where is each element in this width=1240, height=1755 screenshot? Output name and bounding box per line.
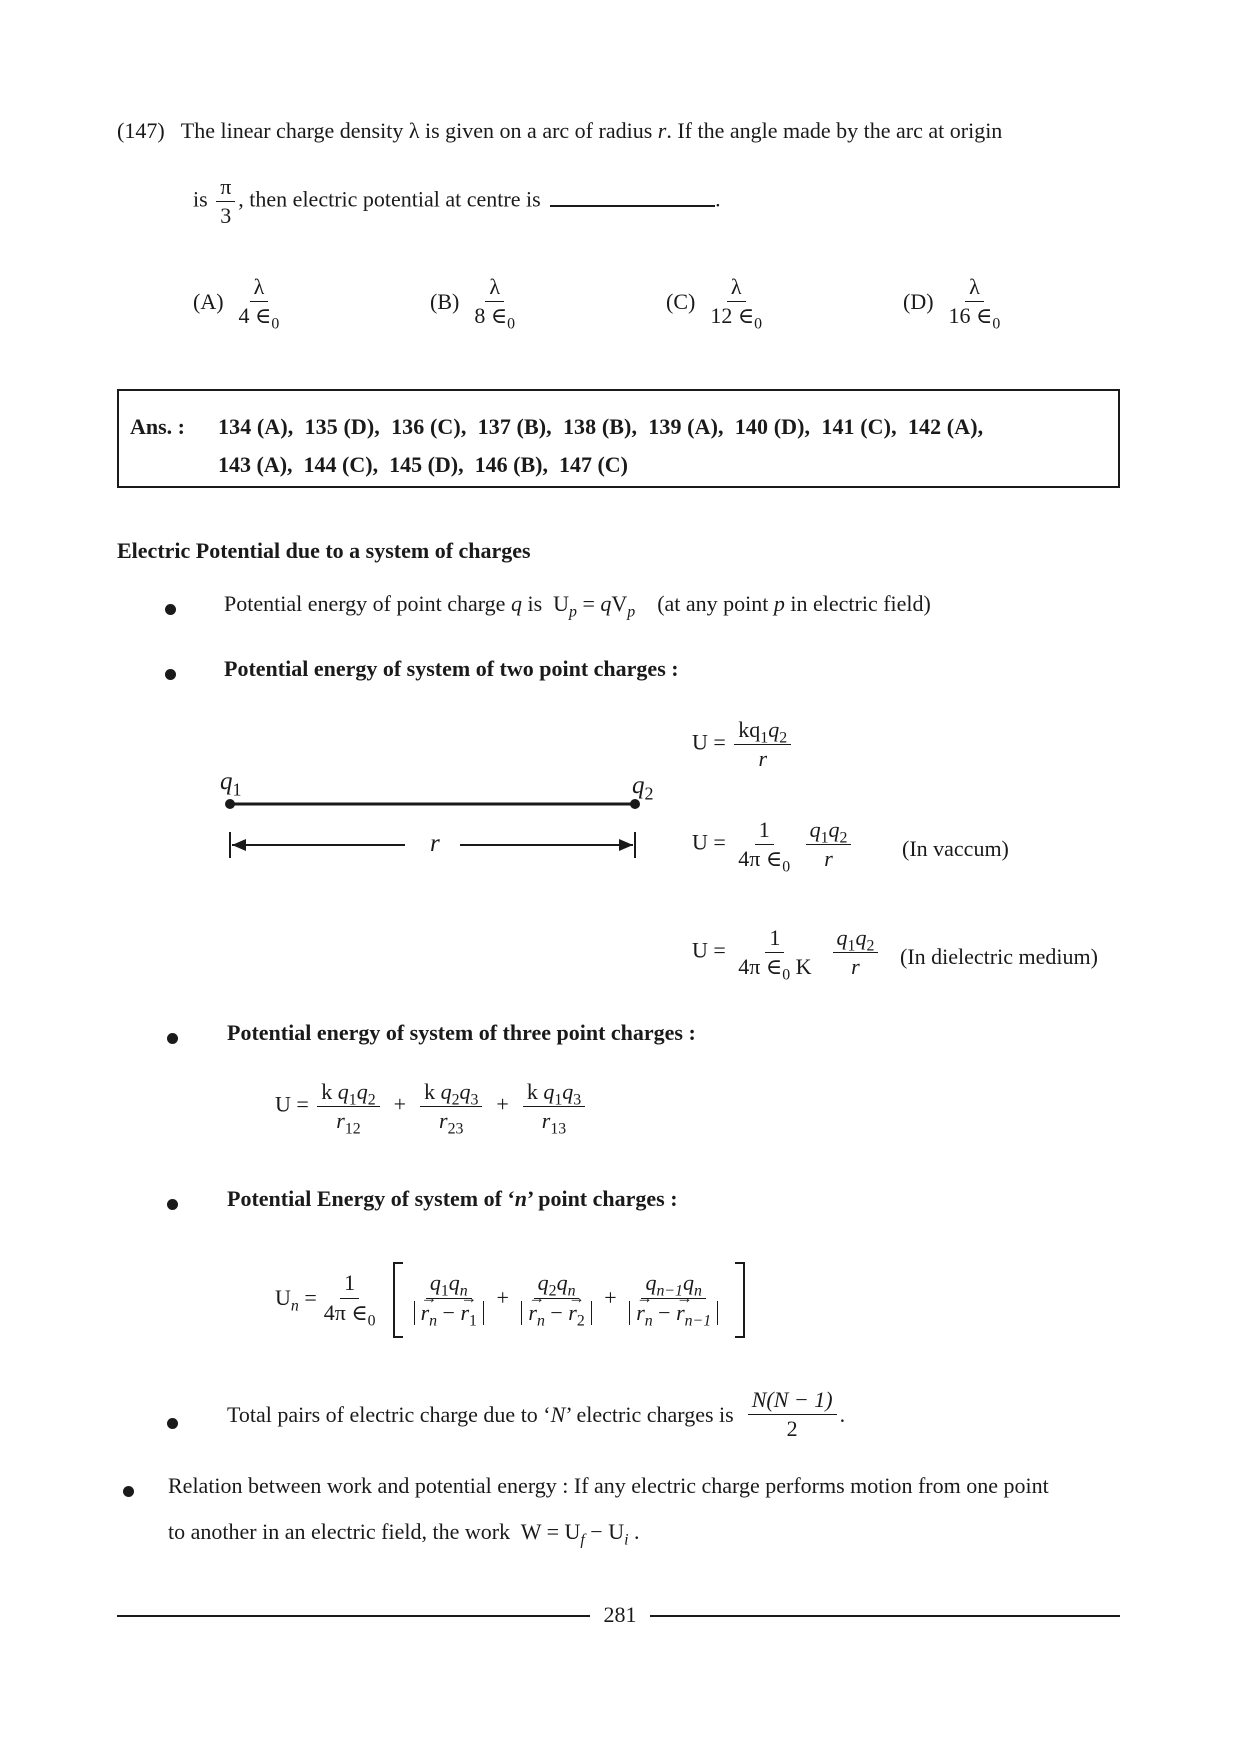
- subscript: 3: [470, 1091, 479, 1109]
- equation-u-vacuum: [692, 817, 854, 876]
- plus-sign: +: [496, 1091, 509, 1117]
- denominator-text: 8 ∈: [474, 303, 508, 329]
- page-number: 281: [603, 1602, 637, 1627]
- subscript: n: [536, 1312, 545, 1330]
- heading-text: Potential Energy of system of ‘: [227, 1186, 515, 1211]
- equation-lhs: U =: [692, 829, 726, 855]
- q-symbol: q: [356, 1079, 368, 1104]
- subscript: 1: [348, 1091, 357, 1109]
- bullet-icon: [165, 604, 176, 615]
- q-symbol: q: [645, 1270, 657, 1296]
- constant-fraction: [320, 1270, 380, 1330]
- subscript: 0: [782, 858, 791, 876]
- subscript: 0: [367, 1312, 376, 1330]
- fraction-numerator: [734, 718, 791, 745]
- var-q: q: [510, 591, 522, 616]
- r-symbol: r: [439, 1108, 448, 1134]
- plus-sign: +: [393, 1091, 407, 1117]
- formula-up: [553, 591, 636, 621]
- fraction-denominator: [435, 1107, 467, 1138]
- charge-q1-dot: [225, 799, 235, 809]
- term-fraction: [625, 1270, 722, 1330]
- den-text: 4π ∈: [738, 954, 783, 980]
- magnitude-bars: [414, 1299, 484, 1330]
- charge-q2-dot: [630, 799, 640, 809]
- fraction-denominator: [945, 302, 1005, 333]
- q-symbol: q: [440, 1079, 452, 1104]
- option-label: (C): [666, 288, 696, 314]
- subscript: 0: [271, 315, 280, 333]
- fraction-numerator: [420, 1080, 482, 1107]
- fraction-denominator: [332, 1107, 364, 1138]
- term-fraction: [317, 1079, 379, 1138]
- subscript: p: [569, 603, 577, 621]
- answer-key-line2: 143 (A), 144 (C), 145 (D), 146 (B), 147 (C): [218, 452, 628, 477]
- subscript: 12: [344, 1120, 361, 1138]
- fraction-numerator: [833, 926, 879, 953]
- answer-key-line1: 134 (A), 135 (D), 136 (C), 137 (B), 138 (B), 139 (A), 140 (D), 141 (C), 142 (A),: [218, 414, 984, 439]
- subscript: n: [429, 1312, 438, 1330]
- fraction-denominator: [235, 302, 284, 333]
- option-label: (A): [193, 288, 224, 314]
- subscript: 13: [550, 1120, 567, 1138]
- fraction-numerator: λ: [727, 275, 746, 302]
- subscript: n−1: [656, 1282, 683, 1300]
- plus-sign: +: [604, 1285, 617, 1310]
- bullet-n-charges-heading: [227, 1186, 678, 1212]
- bullet-icon: [167, 1033, 178, 1044]
- question-147-line1: [117, 118, 1002, 144]
- constant-fraction: [734, 925, 815, 984]
- q-symbol: q: [459, 1079, 471, 1104]
- equation-lhs: U =: [692, 729, 726, 755]
- q-symbol: q: [556, 1270, 568, 1296]
- equation-u-kq1q2-r: [692, 718, 794, 771]
- magnitude-bars: [521, 1299, 591, 1330]
- label-r: r: [430, 830, 440, 857]
- fraction-numerator: λ: [485, 275, 504, 302]
- minus-sign: −: [652, 1299, 677, 1325]
- pairs-fraction: [748, 1388, 837, 1441]
- formula-minus-u: − U: [584, 1519, 625, 1544]
- formula-v: V: [611, 591, 628, 616]
- bullet-icon: [167, 1418, 178, 1429]
- denominator-text: 12 ∈: [710, 303, 755, 329]
- r-symbol: r: [541, 1108, 551, 1134]
- option-fraction: [470, 274, 519, 333]
- period: .: [839, 1401, 846, 1427]
- bullet-icon: [167, 1199, 178, 1210]
- fraction-denominator: r: [758, 746, 767, 772]
- num-text: q: [836, 925, 848, 950]
- subscript: 0: [507, 315, 516, 333]
- label-q1: [220, 768, 242, 800]
- k-const: k: [526, 1079, 544, 1104]
- denominator-text: 16 ∈: [948, 303, 993, 329]
- vector-r: → r: [636, 1301, 645, 1325]
- q-symbol: q: [543, 1079, 555, 1104]
- label-q2: [632, 772, 654, 804]
- fraction-denominator: r: [851, 954, 860, 980]
- bullet-point-charge-energy: [224, 591, 931, 621]
- note-var-p: p: [773, 591, 785, 616]
- q-symbol: q: [632, 772, 645, 799]
- term-fraction: [420, 1079, 482, 1138]
- fraction-numerator: π: [216, 175, 235, 202]
- k-const: k: [321, 1079, 338, 1104]
- vector-r: → r: [460, 1301, 469, 1325]
- num-text: q: [828, 817, 840, 842]
- k-const: k: [424, 1079, 441, 1104]
- equation-u-dielectric: [692, 925, 881, 984]
- formula-u: U: [553, 591, 570, 616]
- question-number: (147): [117, 118, 165, 143]
- answer-key-label: Ans. :: [130, 414, 186, 439]
- q-symbol: q: [448, 1270, 460, 1296]
- bullet-icon: [165, 669, 176, 680]
- note-text: (at any point: [657, 591, 769, 616]
- bullet-three-charges-heading: Potential energy of system of three point charges :: [227, 1020, 696, 1045]
- subscript: 0: [782, 966, 791, 984]
- subscript: n: [290, 1297, 299, 1315]
- var-n: N: [550, 1401, 566, 1427]
- subscript: 3: [573, 1091, 582, 1109]
- subscript: 2: [866, 937, 875, 955]
- formula-w: W = U: [520, 1519, 581, 1544]
- fraction-denominator: [734, 953, 815, 984]
- fraction-denominator: [734, 845, 794, 876]
- minus-sign: −: [437, 1299, 461, 1325]
- subscript: 2: [839, 829, 848, 847]
- option-label: (D): [903, 288, 934, 314]
- note-text: in electric field): [790, 591, 931, 616]
- equation-three-charges: [275, 1079, 588, 1138]
- bullet-text: Potential energy of point charge: [224, 591, 506, 616]
- fraction-numerator: [806, 818, 852, 845]
- note-in-vacuum: (In vaccum): [902, 836, 1009, 861]
- subscript: n: [693, 1282, 702, 1300]
- equation-lhs: U =: [275, 1091, 309, 1117]
- fraction-denominator: [320, 1299, 380, 1330]
- right-bracket: [731, 1262, 745, 1334]
- arrowhead-left-icon: [232, 839, 246, 851]
- subscript: n: [567, 1282, 576, 1300]
- fraction-numerator: N(N − 1): [748, 1388, 837, 1415]
- subscript: n: [459, 1282, 468, 1300]
- fraction-numerator: 1: [765, 926, 784, 953]
- formula-equals: =: [576, 591, 601, 616]
- option-c[interactable]: [666, 274, 769, 333]
- subscript: 1: [232, 779, 242, 800]
- subscript: 2: [451, 1091, 460, 1109]
- fraction-numerator: 1: [340, 1271, 359, 1298]
- equation-lhs: [275, 1285, 317, 1315]
- term-fraction: [410, 1270, 488, 1330]
- bracket-shape: [393, 1262, 403, 1338]
- den-text: 4π ∈: [738, 846, 783, 872]
- num-text: kq: [738, 717, 761, 742]
- option-d[interactable]: [903, 274, 1007, 333]
- subscript: 23: [447, 1120, 464, 1138]
- formula-q: q: [600, 591, 612, 616]
- subscript: p: [627, 603, 636, 621]
- q-symbol: q: [682, 1270, 694, 1296]
- subscript: 2: [367, 1091, 376, 1109]
- equation-fraction: [734, 718, 791, 771]
- fraction-denominator: r: [824, 846, 833, 872]
- magnitude-bars: [629, 1299, 718, 1330]
- q-symbol: q: [337, 1079, 349, 1104]
- subscript: 2: [548, 1282, 557, 1300]
- footer-rule-right: [650, 1615, 1120, 1617]
- plus-sign: +: [496, 1285, 509, 1310]
- constant-fraction: [734, 817, 794, 876]
- fraction-numerator: λ: [250, 275, 269, 302]
- subscript: 1: [820, 829, 829, 847]
- section-heading: Electric Potential due to a system of charges: [117, 538, 531, 563]
- q-symbol: q: [429, 1270, 441, 1296]
- arrowhead-right-icon: [619, 839, 633, 851]
- fraction-numerator: 1: [755, 818, 774, 845]
- subscript: n: [644, 1312, 653, 1330]
- q-symbol: q: [537, 1270, 549, 1296]
- fraction-denominator: 2: [786, 1416, 798, 1442]
- num-text: q: [768, 717, 780, 742]
- bullet-text: is: [527, 591, 543, 616]
- term-fraction: [523, 1079, 585, 1138]
- bracket-shape: [735, 1262, 745, 1338]
- bullet-work-energy-line1: Relation between work and potential energy : If any electric charge performs motion from one point: [168, 1473, 1049, 1498]
- bullet-text: Total pairs of electric charge due to ‘: [227, 1401, 551, 1427]
- subscript: 1: [847, 937, 856, 955]
- subscript: 1: [760, 729, 769, 747]
- option-fraction: [945, 274, 1005, 333]
- subscript: 0: [754, 315, 763, 333]
- question-text: . If the angle made by the arc at origin: [666, 118, 1003, 143]
- lambda-symbol: λ: [408, 118, 420, 143]
- subscript: n−1: [684, 1312, 712, 1330]
- subscript: 1: [440, 1282, 449, 1300]
- denominator-text: 4 ∈: [238, 303, 272, 329]
- two-charges-diagram: [210, 760, 680, 870]
- question-147-line2: is $\frac{\pi}{3}$ , then electric potential at centre is .: [193, 174, 721, 229]
- fraction-denominator: [625, 1299, 722, 1330]
- fraction-numerator: [317, 1080, 379, 1107]
- subscript: 1: [554, 1091, 563, 1109]
- question-text: is given on a arc of radius: [425, 118, 653, 143]
- var-n: n: [514, 1186, 528, 1211]
- equals-sign: =: [298, 1285, 317, 1310]
- equation-n-charges: [275, 1262, 745, 1334]
- subscript: 1: [469, 1312, 477, 1330]
- option-fraction: [235, 274, 284, 333]
- question-text: is: [193, 186, 208, 212]
- heading-text: ’ point charges :: [527, 1186, 678, 1211]
- q-symbol: q: [220, 768, 233, 795]
- question-text: , then electric potential at centre is: [238, 186, 541, 212]
- minus-sign: −: [544, 1299, 569, 1325]
- fraction-denominator: [470, 302, 519, 333]
- option-b[interactable]: [430, 274, 522, 333]
- subscript: 0: [992, 315, 1001, 333]
- subscript: 2: [576, 1312, 585, 1330]
- fraction-denominator: [538, 1107, 570, 1138]
- subscript: i: [624, 1531, 629, 1549]
- fraction-denominator: [706, 302, 766, 333]
- num-text: q: [855, 925, 867, 950]
- fraction-denominator: [410, 1299, 488, 1330]
- option-a[interactable]: [193, 274, 286, 333]
- angle-fraction: [216, 175, 235, 228]
- subscript: f: [580, 1531, 585, 1549]
- fraction-numerator: [523, 1080, 585, 1107]
- note-in-dielectric: (In dielectric medium): [900, 944, 1098, 969]
- radius-variable: r: [657, 118, 667, 143]
- fraction-numerator: λ: [965, 275, 984, 302]
- fraction-denominator: 3: [220, 203, 232, 229]
- vector-r: → r: [676, 1301, 685, 1325]
- vector-r: → r: [528, 1301, 537, 1325]
- option-label: (B): [430, 288, 460, 314]
- charges-fraction: [806, 818, 852, 871]
- bullet-total-pairs: [227, 1388, 845, 1441]
- period: .: [628, 1519, 640, 1544]
- bullet-text: to another in an electric field, the work: [168, 1519, 511, 1544]
- charges-fraction: [833, 926, 879, 979]
- den-k: K: [790, 954, 812, 980]
- bullet-work-energy-line2: [168, 1519, 640, 1549]
- bullet-icon: [123, 1486, 134, 1497]
- left-bracket: [393, 1262, 407, 1334]
- question-text: The linear charge density: [180, 118, 404, 143]
- bullet-text: ’ electric charges is: [565, 1401, 734, 1427]
- term-fraction: [517, 1270, 595, 1330]
- vector-r: → r: [568, 1301, 577, 1325]
- r-symbol: r: [336, 1108, 345, 1134]
- fraction-denominator: [517, 1299, 595, 1330]
- den-text: 4π ∈: [323, 1299, 368, 1325]
- subscript: 2: [779, 729, 788, 747]
- num-text: q: [809, 817, 821, 842]
- bullet-two-charges-heading: Potential energy of system of two point charges :: [224, 656, 679, 681]
- q-symbol: q: [562, 1079, 574, 1104]
- option-fraction: [706, 274, 766, 333]
- footer-rule-left: [117, 1615, 590, 1617]
- subscript: 2: [644, 783, 654, 804]
- equation-lhs: U =: [692, 937, 726, 963]
- vector-r: → r: [421, 1301, 430, 1325]
- answer-blank: [550, 205, 715, 207]
- u-symbol: U: [275, 1285, 291, 1310]
